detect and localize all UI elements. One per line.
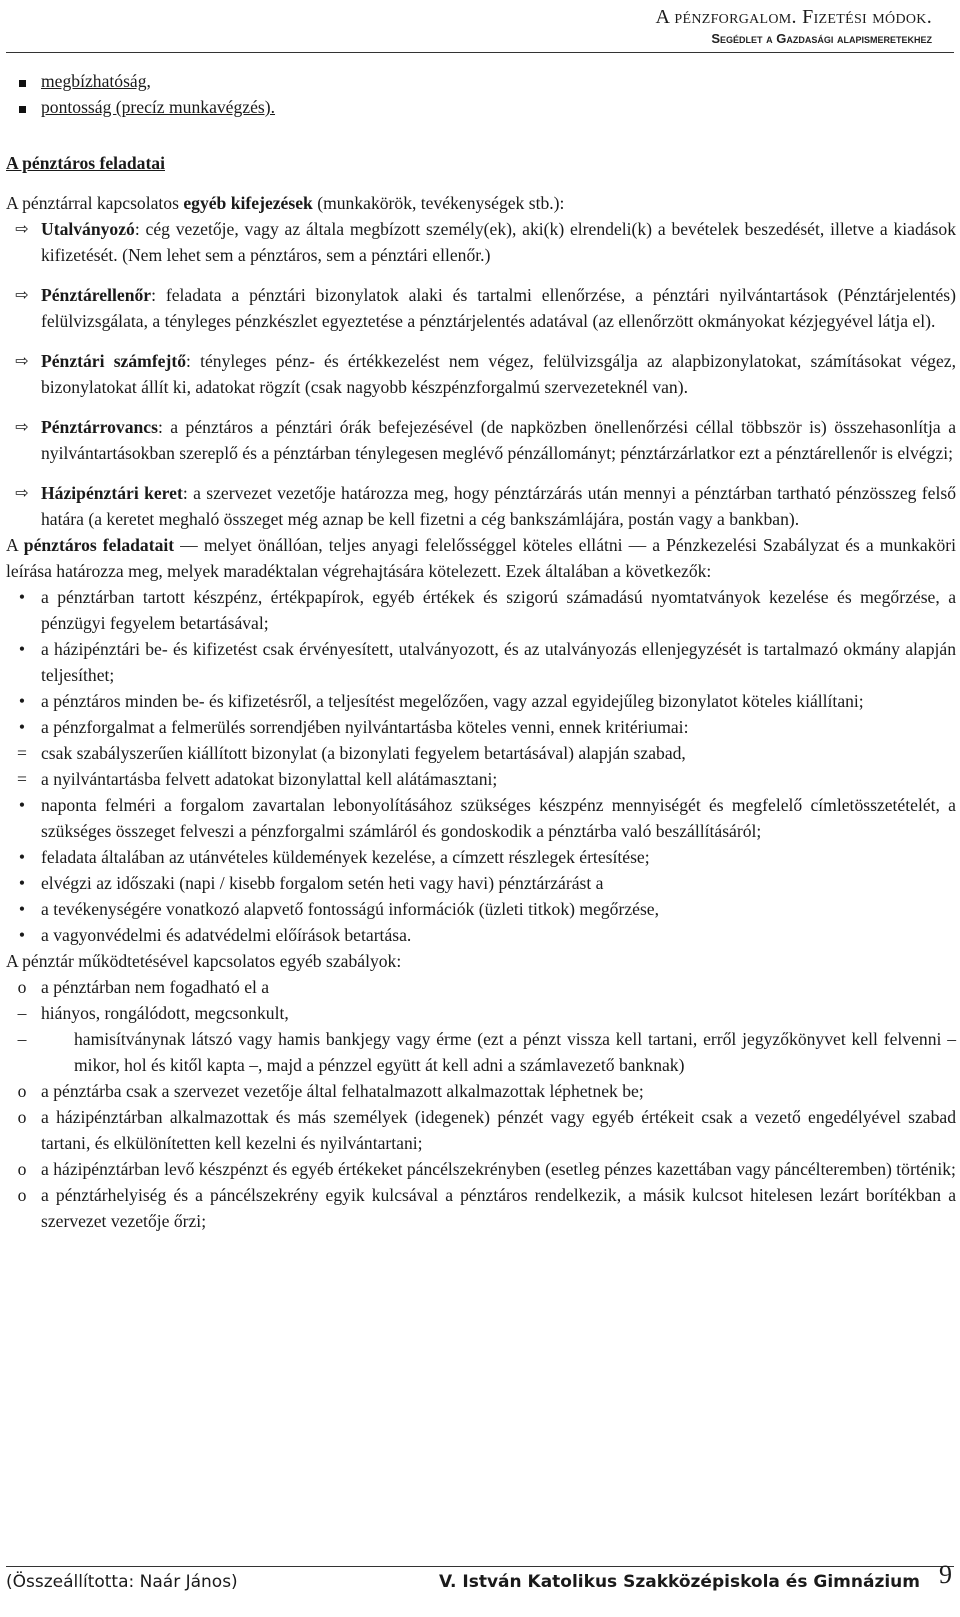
arrow-right-icon: ⇨	[15, 351, 29, 370]
definition-item: ⇨ Házipénztári keret: a szervezet vezetője határozza meg, hogy pénztárzárás után mennyi a pénztárban tartható pénzösszeg felső határa (a keretet meghaló összeget még aznap be kell fizetni a cég bankszámlájára, postán vagy a bankban).	[6, 480, 956, 532]
bullet-icon: •	[18, 587, 26, 607]
circle-bullet-icon: o	[17, 1185, 27, 1205]
circle-bullet-icon: o	[17, 1081, 27, 1101]
dash-icon: –	[17, 1029, 27, 1049]
arrow-right-icon: ⇨	[15, 417, 29, 436]
definition-item: ⇨ Pénztárellenőr: feladata a pénztári bizonylatok alaki és tartalmi ellenőrzése, a pénztári nyilvántartások (Pénztárjelentés) felülvizsgálata, a tényleges pénzkészlet egyeztetése a pénztárjelentés adatával (az ellenőrzött okmányokat kézjegyével látja el).	[6, 282, 956, 334]
list-item: – hamisítványnak látszó vagy hamis bankjegy vagy érme (ezt a pénzt vissza kell tartani, erről jegyzőkönyvet kell felvenni – mikor, hol és kitől kapta –, majd a pénzzel együtt át kell adni a számlavezető banknak)	[6, 1026, 956, 1078]
dash-icon: –	[17, 1003, 27, 1023]
list-item: • a tevékenységére vonatkozó alapvető fontosságú információk (üzleti titkok) megőrzése,	[6, 896, 956, 922]
definition-item: ⇨ Utalványozó: cég vezetője, vagy az általa megbízott személy(ek), aki(k) elrendeli(k) a bevételek beszedését, illetve a kiadások kifizetését. (Nem lehet sem a pénztáros, sem a pénztári ellenőr.)	[6, 216, 956, 268]
list-item: = csak szabályszerűen kiállított bizonylat (a bizonylati fegyelem betartásával) alapján szabad,	[6, 740, 956, 766]
circle-bullet-icon: o	[17, 1107, 27, 1127]
bullet-icon: •	[18, 925, 26, 945]
bullet-icon: •	[18, 795, 26, 815]
document-body	[6, 68, 956, 1234]
definition-item: ⇨ Pénztári számfejtő: tényleges pénz- és értékkezelést nem végez, felülvizsgálja az alapbizonylatokat, számításokat végez, bizonylatokat állít ki, adatokat rögzít (csak nagyobb készpénzforgalmú szervezeteknél van).	[6, 348, 956, 400]
intro-paragraph: A pénztárral kapcsolatos egyéb kifejezések (munkakörök, tevékenységek stb.):	[6, 193, 565, 213]
header-title: A pénzforgalom. Fizetési módok.	[655, 6, 932, 28]
rules-intro: A pénztár működtetésével kapcsolatos egyéb szabályok:	[6, 951, 402, 971]
equals-icon: =	[17, 769, 27, 789]
list-item: megbízhatóság,	[6, 68, 956, 94]
square-bullet-icon	[6, 68, 38, 94]
circle-bullet-icon: o	[17, 1159, 27, 1179]
list-item: o a pénztárhelyiség és a páncélszekrény egyik kulcsával a pénztáros rendelkezik, a másik kulcsot hitelesen lezárt borítékban a szervezet vezetője őrzi;	[6, 1182, 956, 1234]
list-item: • feladata általában az utánvételes küldemények kezelése, a címzett részlegek értesítése;	[6, 844, 956, 870]
list-item: • a pénzforgalmat a felmerülés sorrendjében nyilvántartásba köteles venni, ennek kritériumai:	[6, 714, 956, 740]
header-subtitle: Segédlet a Gazdasági alapismeretekhez	[711, 31, 932, 46]
bullet-icon: •	[18, 847, 26, 867]
list-item: = a nyilvántartásba felvett adatokat bizonylattal kell alátámasztani;	[6, 766, 956, 792]
page-header	[655, 6, 932, 46]
list-item: o a pénztárban nem fogadható el a	[6, 974, 956, 1000]
list-item: • a pénztáros minden be- és kifizetésről, a teljesítést megelőzően, vagy azzal egyidejűleg bizonylatot köteles kiállítani;	[6, 688, 956, 714]
section-title: A pénztáros feladatai	[6, 153, 165, 173]
list-item: pontosság (precíz munkavégzés).	[6, 94, 956, 120]
equals-icon: =	[17, 743, 27, 763]
circle-bullet-icon: o	[17, 977, 27, 997]
page-number: 9	[939, 1560, 952, 1589]
definition-item: ⇨ Pénztárrovancs: a pénztáros a pénztári órák befejezésével (de napközben önellenőrzési céllal többször is) összehasonlítja a nyilvántartásokban szereplő és a pénztárban ténylegesen meglévő pénzállományt; pénztárzárlatkor ezt a pénztárellenőr is elvégzi;	[6, 414, 956, 466]
footer-author: (Összeállította: Naár János)	[6, 1572, 238, 1592]
footer-rule	[6, 1566, 954, 1567]
arrow-right-icon: ⇨	[15, 285, 29, 304]
bullet-icon: •	[18, 639, 26, 659]
list-item: • a vagyonvédelmi és adatvédelmi előírások betartása.	[6, 922, 956, 948]
list-item: • elvégzi az időszaki (napi / kisebb forgalom setén heti vagy havi) pénztárzárást a	[6, 870, 956, 896]
list-item: • a pénztárban tartott készpénz, értékpapírok, egyéb értékek és szigorú számadású nyomtatványok kezelése és megőrzése, a pénzügyi fegyelem betartásával;	[6, 584, 956, 636]
duties-paragraph: A pénztáros feladatait — melyet önállóan, teljes anyagi felelősséggel köteles ellátni — a Pénzkezelési Szabályzat és a munkaköri leírása határozza meg, melyek maradéktalan végrehajtására kötelezett. Ezek általában a következők:	[6, 535, 956, 581]
square-bullet-icon	[6, 94, 38, 120]
header-rule	[6, 52, 954, 53]
list-item: – hiányos, rongálódott, megcsonkult,	[6, 1000, 956, 1026]
list-item: o a pénztárba csak a szervezet vezetője által felhatalmazott alkalmazottak léphetnek be;	[6, 1078, 956, 1104]
footer-school: V. István Katolikus Szakközépiskola és Gimnázium	[439, 1572, 920, 1592]
list-item: • naponta felméri a forgalom zavartalan lebonyolításához szükséges készpénz mennyiségét és megfelelő címletösszetételét, a szükséges összeget felveszi a pénzforgalmi számláról és gondoskodik a pénztárba való beszállításáról;	[6, 792, 956, 844]
bullet-icon: •	[18, 873, 26, 893]
bullet-icon: •	[18, 899, 26, 919]
page-footer	[6, 1572, 920, 1592]
list-item: o a házipénztárban levő készpénzt és egyéb értékeket páncélszekrényben (esetleg pénzes kazettában vagy páncélteremben) történik;	[6, 1156, 956, 1182]
bullet-icon: •	[18, 691, 26, 711]
arrow-right-icon: ⇨	[15, 219, 29, 238]
list-item: • a házipénztári be- és kifizetést csak érvényesített, utalványozott, és az utalványozás ellenjegyzését is tartalmazó okmány alapján teljesíthet;	[6, 636, 956, 688]
bullet-icon: •	[18, 717, 26, 737]
list-item: o a házipénztárban alkalmazottak és más személyek (idegenek) pénzét vagy egyéb értékeit csak a vezető engedélyével szabad tartani, és elkülönítetten kell kezelni és nyilvántartani;	[6, 1104, 956, 1156]
arrow-right-icon: ⇨	[15, 483, 29, 502]
